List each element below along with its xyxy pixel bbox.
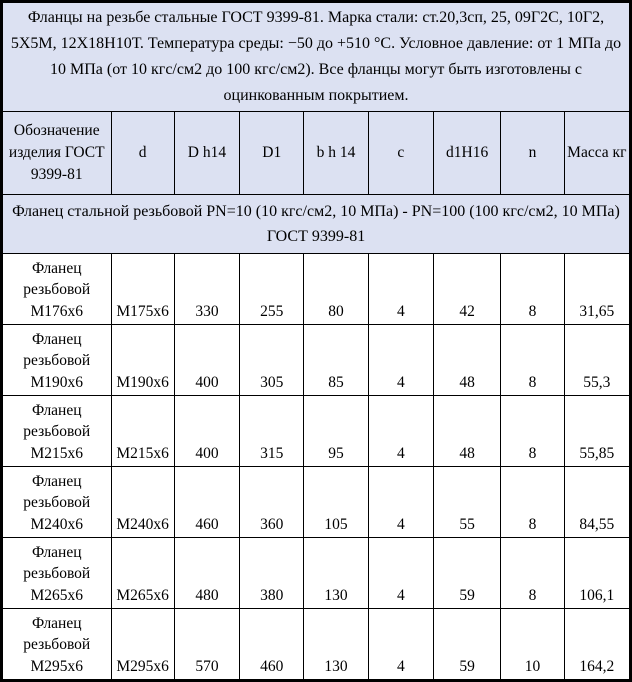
cell-mass: 55,85 xyxy=(564,396,630,467)
cell-d: М240х6 xyxy=(111,467,174,538)
col-header-n: n xyxy=(501,112,564,195)
cell-d1H16: 59 xyxy=(434,609,501,681)
description-row xyxy=(2,2,631,112)
cell-c: 4 xyxy=(368,467,433,538)
cell-designation: Фланец резьбовой М295х6 xyxy=(2,609,112,681)
cell-b-h14: 130 xyxy=(304,609,368,681)
cell-b-h14: 95 xyxy=(304,396,368,467)
col-header-d: d xyxy=(111,112,174,195)
cell-designation: Фланец резьбовой М215х6 xyxy=(2,396,112,467)
cell-d: М190х6 xyxy=(111,325,174,396)
cell-b-h14: 105 xyxy=(304,467,368,538)
table-row xyxy=(2,609,631,681)
cell-d1H16: 55 xyxy=(434,467,501,538)
cell-D-h14: 400 xyxy=(174,396,239,467)
col-header-d1H16: d1H16 xyxy=(434,112,501,195)
cell-designation: Фланец резьбовой М190х6 xyxy=(2,325,112,396)
section-title: Фланец стальной резьбовой PN=10 (10 кгс/см2, 10 МПа) - PN=100 (100 кгс/см2, 10 МПа) ГОСТ 9399-81 xyxy=(2,195,631,254)
column-header-row xyxy=(2,112,631,195)
cell-c: 4 xyxy=(368,538,433,609)
cell-d: М265х6 xyxy=(111,538,174,609)
cell-n: 8 xyxy=(501,538,564,609)
cell-mass: 31,65 xyxy=(564,254,630,325)
cell-D1: 305 xyxy=(240,325,304,396)
cell-d: М295х6 xyxy=(111,609,174,681)
cell-D-h14: 460 xyxy=(174,467,239,538)
cell-d1H16: 48 xyxy=(434,325,501,396)
cell-d1H16: 42 xyxy=(434,254,501,325)
cell-designation: Фланец резьбовой М240х6 xyxy=(2,467,112,538)
cell-designation: Фланец резьбовой М176х6 xyxy=(2,254,112,325)
cell-D1: 380 xyxy=(240,538,304,609)
cell-designation: Фланец резьбовой М265х6 xyxy=(2,538,112,609)
table-row xyxy=(2,467,631,538)
cell-D1: 460 xyxy=(240,609,304,681)
cell-D1: 315 xyxy=(240,396,304,467)
cell-D-h14: 480 xyxy=(174,538,239,609)
cell-d1H16: 59 xyxy=(434,538,501,609)
product-description: Фланцы на резьбе стальные ГОСТ 9399-81. Марка стали: ст.20,3сп, 25, 09Г2С, 10Г2, 5Х5М, 12Х18Н10Т. Температура среды: −50 до +510 °С. Условное давление: от 1 МПа до 10 МПа (от 10 кгс/см2 до 100 кгс/см2). Все фланцы могут быть изготовлены с оцинкованным покрытием. xyxy=(2,2,631,112)
col-header-D-h14: D h14 xyxy=(174,112,239,195)
col-header-designation: Обозначение изделия ГОСТ 9399-81 xyxy=(2,112,112,195)
cell-c: 4 xyxy=(368,609,433,681)
cell-b-h14: 85 xyxy=(304,325,368,396)
cell-c: 4 xyxy=(368,325,433,396)
table-row xyxy=(2,396,631,467)
cell-mass: 55,3 xyxy=(564,325,630,396)
cell-mass: 164,2 xyxy=(564,609,630,681)
cell-n: 8 xyxy=(501,467,564,538)
cell-D1: 255 xyxy=(240,254,304,325)
cell-D1: 360 xyxy=(240,467,304,538)
table-row xyxy=(2,325,631,396)
cell-D-h14: 570 xyxy=(174,609,239,681)
section-title-row xyxy=(2,195,631,254)
cell-n: 8 xyxy=(501,396,564,467)
cell-d1H16: 48 xyxy=(434,396,501,467)
cell-mass: 84,55 xyxy=(564,467,630,538)
cell-d: М215х6 xyxy=(111,396,174,467)
cell-n: 8 xyxy=(501,254,564,325)
cell-c: 4 xyxy=(368,254,433,325)
cell-D-h14: 400 xyxy=(174,325,239,396)
cell-b-h14: 80 xyxy=(304,254,368,325)
table-row xyxy=(2,538,631,609)
col-header-mass: Масса кг xyxy=(564,112,630,195)
cell-n: 8 xyxy=(501,325,564,396)
col-header-b-h14: b h 14 xyxy=(304,112,368,195)
cell-D-h14: 330 xyxy=(174,254,239,325)
cell-c: 4 xyxy=(368,396,433,467)
col-header-D1: D1 xyxy=(240,112,304,195)
cell-d: М175х6 xyxy=(111,254,174,325)
table-row xyxy=(2,254,631,325)
cell-mass: 106,1 xyxy=(564,538,630,609)
cell-b-h14: 130 xyxy=(304,538,368,609)
col-header-c: c xyxy=(368,112,433,195)
cell-n: 10 xyxy=(501,609,564,681)
